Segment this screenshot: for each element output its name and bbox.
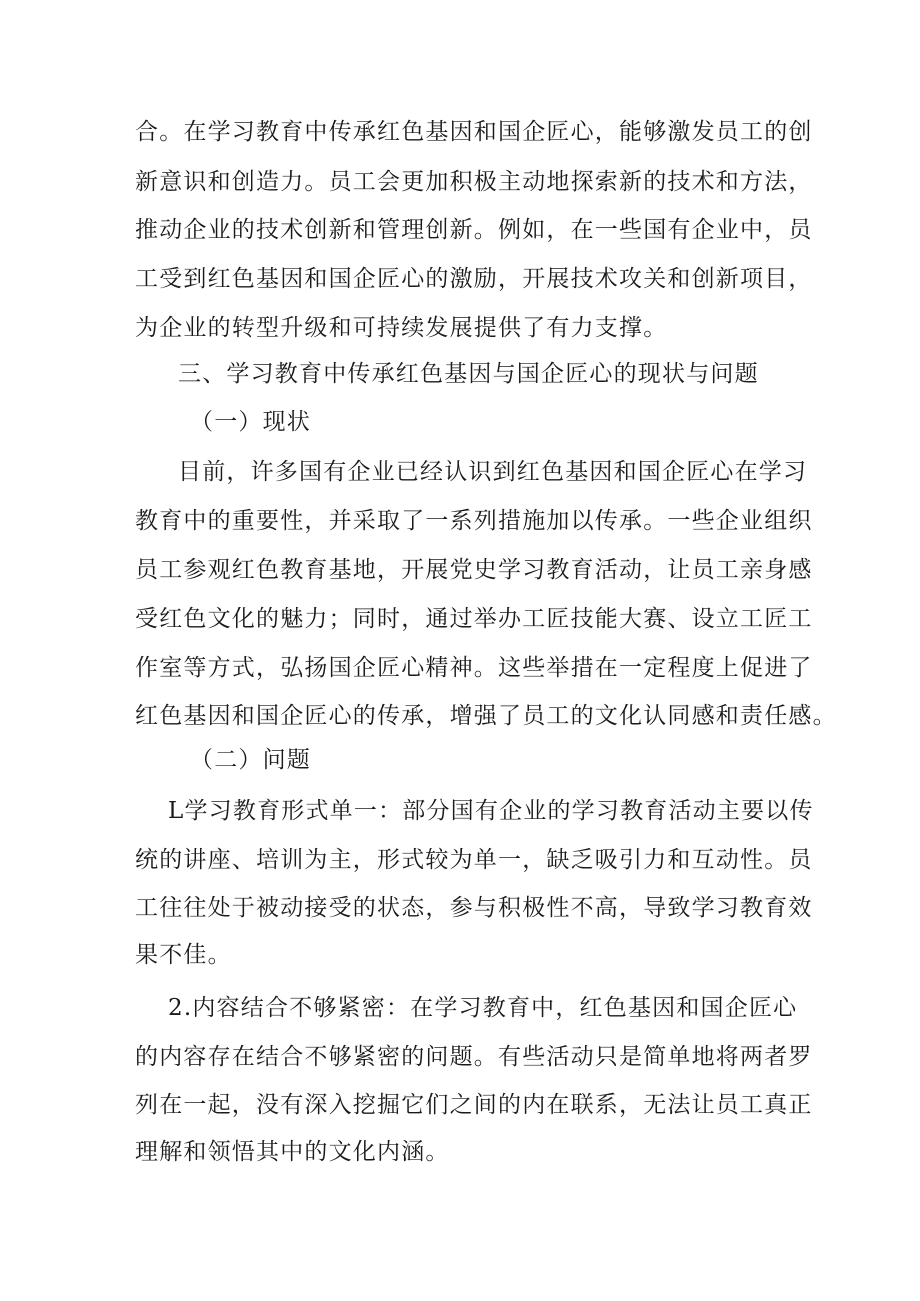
paragraph-line: L学习教育形式单一：部分国有企业的学习教育活动主要以传 <box>168 798 814 824</box>
paragraph-line: 新意识和创造力。员工会更加积极主动地探索新的技术和方法， <box>135 169 813 195</box>
paragraph-line: 统的讲座、培训为主，形式较为单一，缺乏吸引力和互动性。员 <box>135 847 813 873</box>
paragraph-line: 推动企业的技术创新和管理创新。例如，在一些国有企业中，员 <box>135 217 813 243</box>
paragraph-line: 作室等方式，弘扬国企匠心精神。这些举措在一定程度上促进了 <box>135 655 813 681</box>
paragraph-line: 教育中的重要性，并采取了一系列措施加以传承。一些企业组织 <box>135 508 813 534</box>
paragraph-line: 合。在学习教育中传承红色基因和国企匠心，能够激发员工的创 <box>135 119 813 145</box>
paragraph-line: 为企业的转型升级和可持续发展提供了有力支撑。 <box>135 315 668 341</box>
paragraph-line: 目前，许多国有企业已经认识到红色基因和国企匠心在学习 <box>178 459 808 485</box>
paragraph-line: 2.内容结合不够紧密：在学习教育中，红色基因和国企匠心 <box>168 995 798 1021</box>
paragraph-line: 工受到红色基因和国企匠心的激励，开展技术攻关和创新项目， <box>135 266 813 292</box>
section-heading: 三、学习教育中传承红色基因与国企匠心的现状与问题 <box>178 361 759 387</box>
paragraph-line: 工往往处于被动接受的状态，参与积极性不高，导致学习教育效 <box>135 895 813 921</box>
paragraph-line: 列在一起，没有深入挖掘它们之间的内在联系，无法让员工真正 <box>135 1092 813 1118</box>
paragraph-line: 的内容存在结合不够紧密的问题。有些活动只是简单地将两者罗 <box>135 1044 813 1070</box>
paragraph-line: 受红色文化的魅力；同时，通过举办工匠技能大赛、设立工匠工 <box>135 606 813 632</box>
subsection-heading: （二）问题 <box>190 747 311 773</box>
subsection-heading: （一）现状 <box>190 409 311 435</box>
paragraph-line: 红色基因和国企匠心的传承，增强了员工的文化认同感和责任感。 <box>135 703 837 729</box>
paragraph-line: 理解和领悟其中的文化内涵。 <box>135 1139 450 1165</box>
paragraph-line: 员工参观红色教育基地，开展党史学习教育活动，让员工亲身感 <box>135 557 813 583</box>
paragraph-line: 果不佳。 <box>135 942 232 968</box>
